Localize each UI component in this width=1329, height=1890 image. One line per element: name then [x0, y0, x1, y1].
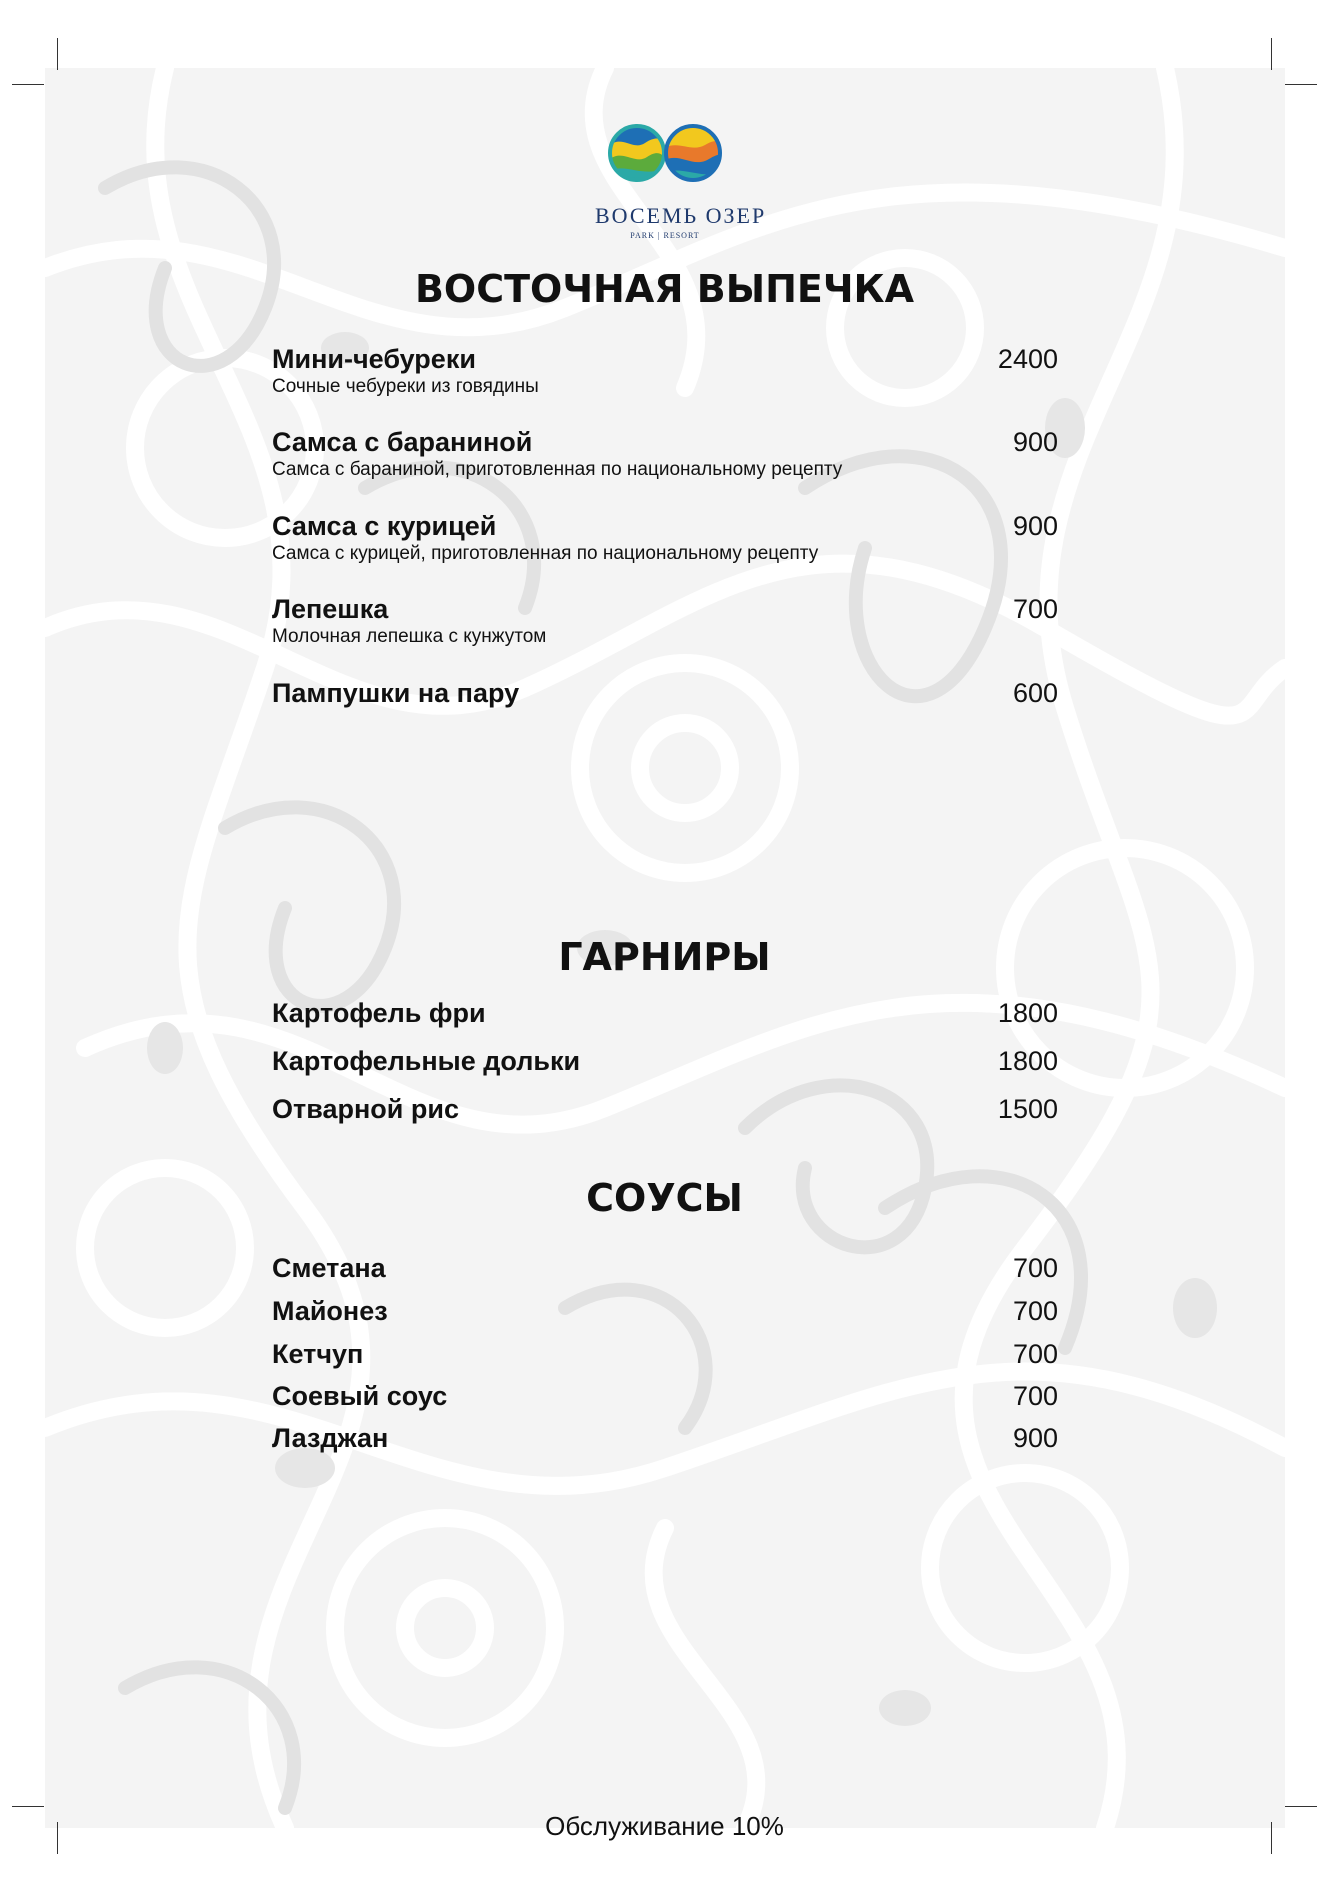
service-charge-note: Обслуживание 10% — [545, 1811, 784, 1841]
item-description: Самса с бараниной, приготовленная по национальному рецепту — [272, 459, 843, 480]
menu-item — [272, 1295, 1058, 1327]
infinity-logo-icon — [605, 115, 725, 195]
brand-subtitle: PARK | RESORT — [630, 231, 700, 240]
item-price: 600 — [1012, 678, 1058, 708]
item-price: 700 — [1012, 594, 1058, 624]
item-price: 700 — [1012, 1381, 1058, 1411]
item-price: 900 — [1012, 427, 1058, 457]
menu-item — [272, 593, 1058, 649]
item-name: Сметана — [272, 1253, 386, 1283]
item-price: 2400 — [997, 344, 1058, 374]
item-name: Майонез — [272, 1296, 388, 1326]
menu-item — [272, 1338, 1058, 1370]
menu-item — [272, 1422, 1058, 1454]
resort-logo — [595, 115, 767, 240]
item-name: Лепешка — [272, 594, 389, 624]
menu-item — [272, 1093, 1058, 1125]
section-title-sauces: СОУСЫ — [586, 1176, 743, 1220]
item-name: Картофель фри — [272, 998, 486, 1028]
menu-item — [272, 1045, 1058, 1077]
item-name: Мини-чебуреки — [272, 344, 476, 374]
section-title-pastry: ВОСТОЧНАЯ ВЫПЕЧКА — [414, 267, 915, 311]
crop-mark — [12, 84, 44, 85]
menu-item — [272, 1252, 1058, 1284]
item-price: 700 — [1012, 1339, 1058, 1369]
section-title-garnish: ГАРНИРЫ — [558, 935, 771, 979]
item-description: Самса с курицей, приготовленная по национальному рецепту — [272, 543, 819, 564]
item-name: Отварной рис — [272, 1094, 459, 1124]
crop-mark — [12, 1806, 44, 1807]
item-description: Молочная лепешка с кунжутом — [272, 626, 547, 647]
menu-item — [272, 1380, 1058, 1412]
item-price: 900 — [1012, 511, 1058, 541]
item-name: Картофельные дольки — [272, 1046, 581, 1076]
menu-item — [272, 426, 1058, 482]
crop-mark — [1285, 84, 1317, 85]
item-name: Соевый соус — [272, 1381, 448, 1411]
item-price: 1500 — [997, 1094, 1058, 1124]
item-name: Пампушки на пару — [272, 678, 520, 708]
item-name: Самса с бараниной — [272, 427, 533, 457]
item-price: 700 — [1012, 1296, 1058, 1326]
item-name: Лазджан — [272, 1423, 389, 1453]
item-price: 700 — [1012, 1253, 1058, 1283]
menu-item — [272, 343, 1058, 399]
item-name: Кетчуп — [272, 1339, 364, 1369]
crop-mark — [57, 38, 58, 70]
item-price: 1800 — [997, 998, 1058, 1028]
crop-mark — [1285, 1806, 1317, 1807]
item-name: Самса с курицей — [272, 511, 497, 541]
brand-name: ВОСЕМЬ ОЗЕР — [595, 203, 767, 228]
item-description: Сочные чебуреки из говядины — [272, 376, 539, 397]
menu-item — [272, 510, 1058, 566]
item-price: 900 — [1012, 1423, 1058, 1453]
menu-item — [272, 997, 1058, 1029]
crop-mark — [1271, 38, 1272, 70]
menu-item — [272, 677, 1058, 709]
item-price: 1800 — [997, 1046, 1058, 1076]
